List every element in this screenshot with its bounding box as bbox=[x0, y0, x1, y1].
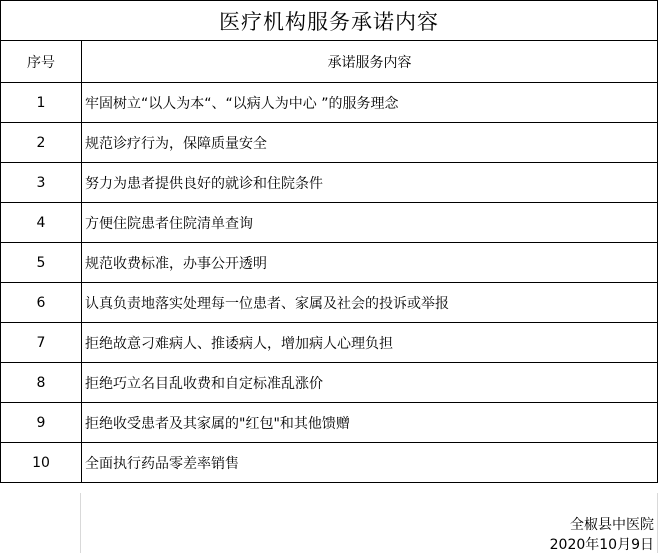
table-row bbox=[1, 283, 658, 323]
table-row bbox=[1, 363, 658, 403]
commitment-table bbox=[0, 40, 658, 483]
row-content: 认真负责地落实处理每一位患者、家属及社会的投诉或举报 bbox=[82, 283, 658, 323]
table-row bbox=[1, 323, 658, 363]
row-number: 9 bbox=[1, 403, 82, 443]
row-number: 8 bbox=[1, 363, 82, 403]
table-row bbox=[1, 123, 658, 163]
row-content: 努力为患者提供良好的就诊和住院条件 bbox=[82, 163, 658, 203]
row-number: 6 bbox=[1, 283, 82, 323]
table-row bbox=[1, 83, 658, 123]
footer-gridline-left bbox=[80, 493, 81, 553]
row-content: 方便住院患者住院清单查询 bbox=[82, 203, 658, 243]
row-number: 3 bbox=[1, 163, 82, 203]
row-number: 5 bbox=[1, 243, 82, 283]
table-row bbox=[1, 163, 658, 203]
row-content: 全面执行药品零差率销售 bbox=[82, 443, 658, 483]
row-content: 牢固树立“以人为本“、“以病人为中心 ”的服务理念 bbox=[82, 83, 658, 123]
row-content: 拒绝故意刁难病人、推诿病人，增加病人心理负担 bbox=[82, 323, 658, 363]
row-number: 2 bbox=[1, 123, 82, 163]
row-content: 拒绝巧立名目乱收费和自定标准乱涨价 bbox=[82, 363, 658, 403]
footer-date: 2020年10月9日 bbox=[549, 537, 654, 553]
sheet-title: 医疗机构服务承诺内容 bbox=[0, 0, 658, 41]
row-number: 1 bbox=[1, 83, 82, 123]
row-content: 规范诊疗行为，保障质量安全 bbox=[82, 123, 658, 163]
table-row bbox=[1, 403, 658, 443]
header-commitment-content: 承诺服务内容 bbox=[82, 41, 658, 83]
header-serial-number: 序号 bbox=[1, 41, 82, 83]
footer-gridline-right bbox=[657, 493, 658, 553]
row-number: 7 bbox=[1, 323, 82, 363]
row-number: 4 bbox=[1, 203, 82, 243]
table-header-row bbox=[1, 41, 658, 83]
table-row bbox=[1, 443, 658, 483]
table-row bbox=[1, 243, 658, 283]
row-content: 拒绝收受患者及其家属的"红包"和其他馈赠 bbox=[82, 403, 658, 443]
row-number: 10 bbox=[1, 443, 82, 483]
row-content: 规范收费标准，办事公开透明 bbox=[82, 243, 658, 283]
table-row bbox=[1, 203, 658, 243]
footer-organization: 全椒县中医院 bbox=[570, 517, 654, 533]
